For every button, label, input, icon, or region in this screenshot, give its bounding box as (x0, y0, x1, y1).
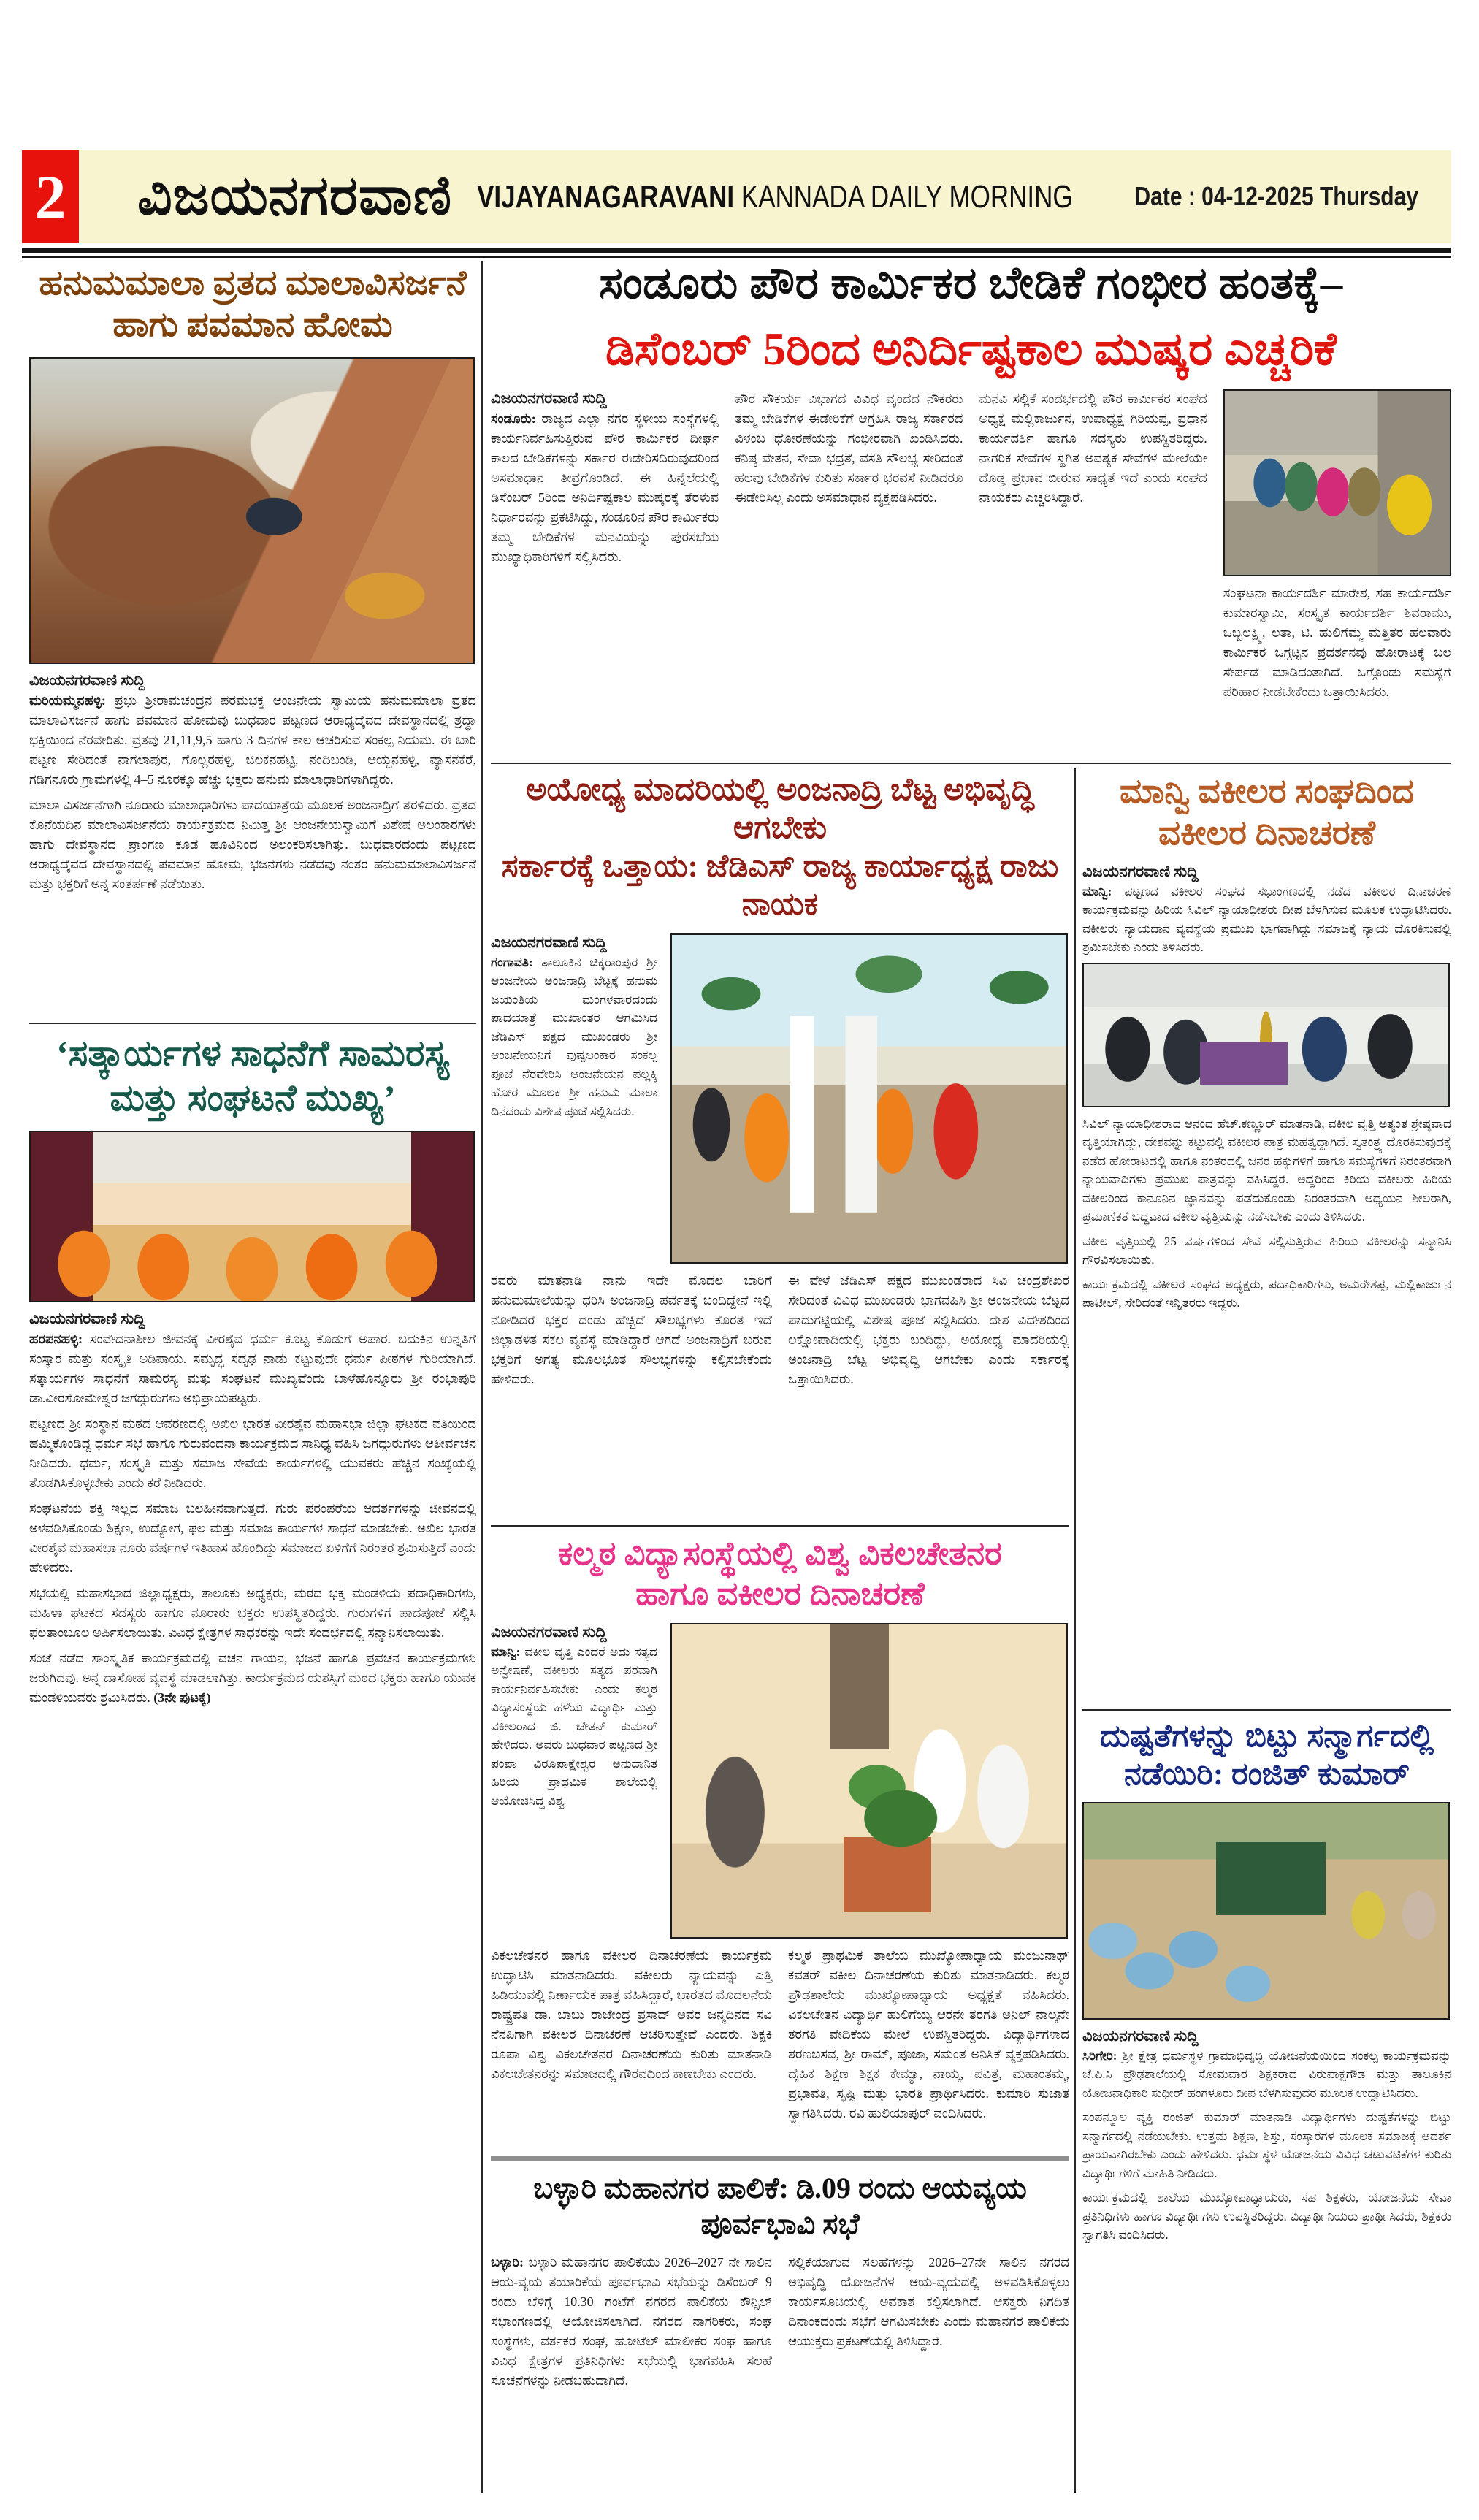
dateline: ಸಂಡೂರು: (491, 411, 536, 427)
manvi-paragraph: ಸಿವಿಲ್ ನ್ಯಾಯಾಧೀಶರಾದ ಆನಂದ ಹೆಚ್.ಕಣ್ಣೂರ್ ಮಾತನಾಡಿ, ವಕೀಲ ವೃತ್ತಿ ಅತ್ಯಂತ ಶ್ರೇಷ್ಠವಾದ ವೃತ್ತಿಯಾಗಿದ್ದು, ದೇಶವನ್ನು ಕಟ್ಟುವಲ್ಲಿ ವಕೀಲರ ಪಾತ್ರ ಮಹತ್ವದ್ದಾಗಿದೆ. ಸ್ವತಂತ್ರ್ಯ ದೊರಕಿಸುವುದಕ್ಕೆ ನಡೆದ ಹೋರಾಟದಲ್ಲಿ ಹಾಗೂ ನಂತರದಲ್ಲಿ ಜನರ ಹಕ್ಕುಗಳಿಗೆ ಹಾಗೂ ಸಮಸ್ಯೆಗಳಿಗೆ ನಿರಂತರವಾಗಿ ನ್ಯಾಯವಾದಿಗಳು ಪ್ರಮುಖ ಪಾತ್ರವನ್ನು ವಹಿಸಿದ್ದರೆ. ಅದ್ದರಿಂದ ಕಿರಿಯ ವಕೀಲರು ಹಿರಿಯ ವಕೀಲರಿಂದ ಕಾನೂನಿನ ಜ್ಞಾನವನ್ನು ಪಡೆದುಕೊಂಡು ನಿರಂತರವಾಗಿ ಅಧ್ಯಯನ ಶೀಲರಾಗಿ, ಪ್ರಮಾಣಿಕತೆ ಬದ್ಧವಾದ ವಕೀಲ ವೃತ್ತಿಯನ್ನು ನಡೆಸಬೇಕು ಎಂದು ತಿಳಿಸಿದರು. (1082, 1116, 1451, 1224)
sandur-paragraph: ಮನವಿ ಸಲ್ಲಿಕೆ ಸಂದರ್ಭದಲ್ಲಿ ಪೌರ ಕಾರ್ಮಿಕರ ಸಂಘದ ಅಧ್ಯಕ್ಷ ಮಲ್ಲಿಕಾರ್ಜುನ, ಉಪಾಧ್ಯಕ್ಷ ಗಿರಿಯಪ್ಪ, ಪ್ರಧಾನ ಕಾರ್ಯದರ್ಶಿ ಹಾಗೂ ಸದಸ್ಯರು ಉಪಸ್ಥಿತರಿದ್ದರು. ನಾಗರಿಕ ಸೇವೆಗಳ ಸ್ಥಗಿತ ಅವಶ್ಯಕ ಸೇವೆಗಳ ಮೇಲೆಯೇ ದೊಡ್ಡ ಪ್ರಭಾವ ಬೀರುವ ಸಾಧ್ಯತೆ ಇದೆ ಎಂದು ಸಂಘದ ನಾಯಕರು ಎಚ್ಚರಿಸಿದ್ದಾರೆ. (979, 392, 1207, 505)
jds-paragraph: ಈ ವೇಳೆ ಜೆಡಿಎಸ್ ಪಕ್ಷದ ಮುಖಂಡರಾದ ಸಿವಿ ಚಂದ್ರಶೇಖರ ಸೇರಿದಂತೆ ವಿವಿಧ ಮುಖಂಡರು ಭಾಗವಹಿಸಿ ಶ್ರೀ ಆಂಜನೇಯ ಬೆಟ್ಟದ ಪಾದುಗಟ್ಟಿಯಲ್ಲಿ ವಿಶೇಷ ಪೂಜೆ ಸಲ್ಲಿಸಿದರು. ದೇಶ ವಿದೇಶದಿಂದ ಲಕ್ಷೋಪಾದಿಯಲ್ಲಿ ಭಕ್ತರು ಬಂದಿದ್ದು, ಅಯೋಧ್ಯ ಮಾದರಿಯಲ್ಲಿ ಅಂಜನಾದ್ರಿ ಬೆಟ್ಟ ಅಭಿವೃದ್ಧಿ ಆಗಬೇಕು ಎಂದು ಸರ್ಕಾರಕ್ಕೆ ಒತ್ತಾಯಿಸಿದರು. (788, 1272, 1069, 1386)
hanumamala-paragraph: ಪ್ರಭು ಶ್ರೀರಾಮಚಂದ್ರನ ಪರಮಭಕ್ತ ಆಂಜನೇಯ ಸ್ವಾಮಿಯ ಹನುಮಮಾಲಾ ವ್ರತದ ಮಾಲಾವಿಸರ್ಜನೆ ಹಾಗು ಪವಮಾನ ಹೋಮವು ಬುಧವಾರ ಪಟ್ಟಣದ ಆರಾಧ್ಯದೈವದ ದೇವಸ್ಥಾನದಲ್ಲಿ ಶ್ರದ್ಧಾ ಭಕ್ತಿಯಿಂದ ನೆರವೇರಿತು. ವ್ರತವು 21,11,9,5 ಹಾಗು 3 ದಿನಗಳ ಕಾಲ ಆಚರಿಸುವ ಸಂಕಲ್ಪ ನಿಯಮ. ಈ ಬಾರಿ ಪಟ್ಟಣ ಸೇರಿದಂತೆ ನಾಗಲಾಪುರ, ಗೊಲ್ಲರಹಳ್ಳಿ, ಚಿಲಕನಹಟ್ಟಿ, ನಂದಿಬಂಡಿ, ಆಯ್ದನಹಳ್ಳಿ, ವ್ಯಾಸನಕೆರೆ, ಗಡಿಗನೂರು ಗ್ರಾಮಗಳಲ್ಲಿ 4–5 ನೂರಕ್ಕೂ ಹೆಚ್ಚು ಭಕ್ತರು ಹನುಮ ಮಾಲಾಧಾರಿಗಳಾಗಿದ್ದರು. (29, 692, 476, 787)
jds-side-column (491, 933, 657, 1264)
article-sandur (491, 257, 1451, 708)
article-jds (491, 771, 1069, 1395)
masthead-band (79, 150, 1451, 243)
photo-sapling-watering (670, 1623, 1068, 1939)
byline: ವಿಜಯನಗರವಾಣಿ ಸುದ್ದಿ (491, 389, 607, 408)
sandur-column-1 (491, 389, 719, 708)
jds-headline: ಅಯೋಧ್ಯ ಮಾದರಿಯಲ್ಲಿ ಅಂಜನಾದ್ರಿ ಬೆಟ್ಟ ಅಭಿವೃದ್ಧಿ ಆಗಬೇಕು (526, 773, 1034, 846)
ranjith-headline: ದುಷ್ಟತೆಗಳನ್ನು ಬಿಟ್ಟು ಸನ್ಮಾರ್ಗದಲ್ಲಿ (1099, 1719, 1434, 1754)
dateline: ಗಂಗಾವತಿ: (491, 955, 533, 969)
column-rule-left (481, 261, 483, 2493)
dateline: ಬಳ್ಳಾರಿ: (491, 2254, 524, 2269)
kalmatha-headline-2: ಹಾಗೂ ವಕೀಲರ ದಿನಾಚರಣೆ (635, 1575, 925, 1612)
sandur-column-4 (1223, 389, 1451, 708)
article-manvi (1082, 771, 1451, 1318)
ranjith-paragraph: ಕಾರ್ಯಕ್ರಮದಲ್ಲಿ ಶಾಲೆಯ ಮುಖ್ಯೋಪಾಧ್ಯಾಯರು, ಸಹ ಶಿಕ್ಷಕರು, ಯೋಜನೆಯ ಸೇವಾ ಪ್ರತಿನಿಧಿಗಳು ಹಾಗೂ ವಿದ್ಯಾರ್ಥಿಗಳು ಉಪಸ್ಥಿತರಿದ್ದರು. ವಿದ್ಯಾರ್ಥಿನಿಯರು ಪ್ರಾರ್ಥಿಸಿದರು, ಶಿಕ್ಷಕರು ಸ್ವಾಗತಿಸಿ ವಂದಿಸಿದರು. (1082, 2191, 1451, 2242)
sandur-column-3 (979, 389, 1207, 708)
satkarya-paragraph: ಸಂಜೆ ನಡೆದ ಸಾಂಸ್ಕೃತಿಕ ಕಾರ್ಯಕ್ರಮದಲ್ಲಿ ವಚನ ಗಾಯನ, ಭಜನೆ ಹಾಗೂ ಪ್ರವಚನ ಕಾರ್ಯಕ್ರಮಗಳು ಜರುಗಿದವು. ಅನ್ನ ದಾಸೋಹ ವ್ಯವಸ್ಥೆ ಮಾಡಲಾಗಿತ್ತು. ಕಾರ್ಯಕ್ರಮದ ಯಶಸ್ಸಿಗೆ ಮಠದ ಭಕ್ತರು ಹಾಗೂ ಯುವಕ ಮಂಡಳಿಯವರು ಶ್ರಮಿಸಿದರು. (29, 1651, 476, 1705)
ballari-headline: ಬಳ್ಳಾರಿ ಮಹಾನಗರ ಪಾಲಿಕೆ: ಡಿ.09 ರಂದು ಆಯವ್ಯಯ ಪೂರ್ವಭಾವಿ ಸಭೆ (533, 2172, 1027, 2240)
page-jump-note: (3ನೇ ಪುಟಕ್ಕೆ) (153, 1690, 211, 1705)
manvi-paragraph: ಕಾರ್ಯಕ್ರಮದಲ್ಲಿ ವಕೀಲರ ಸಂಘದ ಅಧ್ಯಕ್ಷರು, ಪದಾಧಿಕಾರಿಗಳು, ಅಮರೇಶಪ್ಪ, ಮಲ್ಲಿಕಾರ್ಜುನ ಪಾಟೀಲ್, ಸೇರಿದಂತೆ ಇನ್ನಿತರರು ಇದ್ದರು. (1082, 1277, 1451, 1310)
ranjith-paragraph: ಸಂಪನ್ಮೂಲ ವ್ಯಕ್ತಿ ರಂಜಿತ್ ಕುಮಾರ್ ಮಾತನಾಡಿ ವಿದ್ಯಾರ್ಥಿಗಳು ದುಷ್ಟತೆಗಳನ್ನು ಬಿಟ್ಟು ಸನ್ಮಾರ್ಗದಲ್ಲಿ ನಡೆಯಬೇಕು. ಉತ್ತಮ ಶಿಕ್ಷಣ, ಶಿಸ್ತು, ಸಂಸ್ಕಾರಗಳ ಮೂಲಕ ಸಮಾಜಕ್ಕೆ ಆದರ್ಶ ಪ್ರಾಯವಾಗಿರಬೇಕು ಎಂದು ಹೇಳಿದರು. ಧರ್ಮಸ್ಥಳ ಯೋಜನೆಯ ವಿವಿಧ ಚಟುವಟಿಕೆಗಳ ಕುರಿತು ವಿದ್ಯಾರ್ಥಿಗಳಿಗೆ ಮಾಹಿತಿ ನೀಡಿದರು. (1082, 2110, 1451, 2180)
dateline: ಮಾನ್ವಿ: (491, 1644, 521, 1659)
sandur-headline-red: ಡಿಸೆಂಬರ್ 5ರಿಂದ ಅನಿರ್ದಿಷ್ಟಕಾಲ ಮುಷ್ಕರ ಎಚ್ಚರಿಕೆ (605, 324, 1337, 375)
jds-headline-2: ಸರ್ಕಾರಕ್ಕೆ ಒತ್ತಾಯ: ಜೆಡಿಎಸ್ ರಾಜ್ಯ ಕಾರ್ಯಾಧ್ಯಕ್ಷ ರಾಜು ನಾಯಕ (501, 849, 1059, 923)
article-satkarya (29, 1031, 476, 1714)
byline: ವಿಜಯನಗರವಾಣಿ ಸುದ್ದಿ (491, 933, 607, 951)
divider-above-ballari (491, 2156, 1069, 2161)
hanumamala-headline: ಹನುಮಮಾಲಾ ವ್ರತದ ಮಾಲಾವಿಸರ್ಜನೆ ಹಾಗು ಪವಮಾನ ಹೋಮ (39, 264, 467, 345)
photo-homa-ritual (29, 357, 475, 664)
photo-seers-stage (29, 1131, 475, 1302)
ranjith-paragraph: ಶ್ರೀ ಕ್ಷೇತ್ರ ಧರ್ಮಸ್ಥಳ ಗ್ರಾಮಾಭಿವೃದ್ಧಿ ಯೋಜನೆಯಯಿಂದ ಸಂಕಲ್ಪ ಕಾರ್ಯಕ್ರಮವನ್ನು ಜೆ.ಪಿ.ಸಿ ಪ್ರೌಢಶಾಲೆಯಲ್ಲಿ ಸೋಮವಾರ ಶಿಕ್ಷಕರಾದ ವಿರುಪಾಕ್ಷಗೌಡ ಮತ್ತು ತಾಲೂಕಿನ ಯೋಜನಾಧಿಕಾರಿ ಸುಧೀರ್ ಹಂಗಳೂರು ದೀಪ ಬೆಳಗಿಸುವುದರ ಮೂಲಕ ಉದ್ಘಾಟಿಸಿದರು. (1082, 2048, 1452, 2100)
divider-under-sandur (491, 763, 1451, 764)
satkarya-paragraph: ಸಂಘಟನೆಯ ಶಕ್ತಿ ಇಲ್ಲದ ಸಮಾಜ ಬಲಹೀನವಾಗುತ್ತದೆ. ಗುರು ಪರಂಪರೆಯ ಆದರ್ಶಗಳನ್ನು ಜೀವನದಲ್ಲಿ ಅಳವಡಿಸಿಕೊಂಡು ಶಿಕ್ಷಣ, ಉದ್ಯೋಗ, ಫಲ ಮತ್ತು ಸಮಾಜ ಕಾರ್ಯಗಳ ಸಾಧನೆ ಮಾಡಬೇಕು. ಅಖಿಲ ಭಾರತ ವೀರಶೈವ ಮಹಾಸಭಾ ನೂರು ವರ್ಷಗಳ ಇತಿಹಾಸ ಹೊಂದಿದ್ದು ಸಮಾಜದ ಏಳಿಗೆಗೆ ನಿರಂತರ ಶ್ರಮಿಸುತ್ತಿದೆ ಎಂದು ಹೇಳಿದರು. (29, 1501, 476, 1575)
kalmatha-side-column (491, 1623, 657, 1939)
column-rule-right (1074, 768, 1076, 2493)
dateline: ಹರಪನಹಳ್ಳಿ: (29, 1332, 83, 1346)
divider-right-column (1082, 1709, 1451, 1711)
manvi-headline-2: ವಕೀಲರ ದಿನಾಚರಣೆ (1158, 814, 1376, 853)
sandur-column-2 (735, 389, 963, 708)
hanumamala-paragraph: ಮಾಲಾ ವಿಸರ್ಜನೆಗಾಗಿ ನೂರಾರು ಮಾಲಾಧಾರಿಗಳು ಪಾದಯಾತ್ರೆಯ ಮೂಲಕ ಅಂಜನಾದ್ರಿಗೆ ತೆರಳಿದರು. ವ್ರತದ ಕೊನೆಯದಿನ ಮಾಲಾವಿಸರ್ಜನೆಯ ಕಾರ್ಯಕ್ರಮದ ನಿಮಿತ್ತ ಶ್ರೀ ಆಂಜನೇಯಸ್ವಾಮಿಗೆ ವಿಶೇಷ ಅಲಂಕಾರಗಳು ಹಾಗು ದೇವಸ್ಥಾನದ ಪ್ರಾಂಗಣ ಕೂಡ ಹೂವಿನಿಂದ ಅಲಂಕರಿಸಲಾಗಿತ್ತು. ಬುಧವಾರದಂದು ಪಟ್ಟಣದ ಆರಾಧ್ಯದೈವದ ದೇವಸ್ಥಾನದಲ್ಲಿ ಪವಮಾನ ಹೋಮ, ಭಜನೆಗಳು ನಡೆದವು ನಂತರ ಹನುಮಮಾಲಾವಿಸರ್ಜನೆ ಮತ್ತು ಭಕ್ತರಿಗೆ ಅನ್ನ ಸಂತರ್ಪಣೆ ನಡೆಯಿತು. (29, 797, 476, 891)
photo-jds-padayatra (670, 933, 1068, 1264)
byline: ವಿಜಯನಗರವಾಣಿ ಸುದ್ದಿ (29, 1310, 145, 1327)
divider-left-column (29, 1023, 476, 1024)
satkarya-paragraph: ಪಟ್ಟಣದ ಶ್ರೀ ಸಂಸ್ಥಾನ ಮಠದ ಆವರಣದಲ್ಲಿ ಅಖಿಲ ಭಾರತ ವೀರಶೈವ ಮಹಾಸಭಾ ಜಿಲ್ಲಾ ಘಟಕದ ವತಿಯಿಂದ ಹಮ್ಮಿಕೊಂಡಿದ್ದ ಧರ್ಮ ಸಭೆ ಹಾಗೂ ಗುರುವಂದನಾ ಕಾರ್ಯಕ್ರಮದ ಸಾನಿಧ್ಯ ವಹಿಸಿ ಜಗದ್ಗುರುಗಳು ಆಶೀರ್ವಚನ ನೀಡಿದರು. ಧರ್ಮ, ಸಂಸ್ಕೃತಿ ಮತ್ತು ಸಮಾಜ ಸೇವೆಯ ಕಾರ್ಯಗಳಲ್ಲಿ ಯುವಕರು ಹೆಚ್ಚಿನ ಸಂಖ್ಯೆಯಲ್ಲಿ ತೊಡಗಿಸಿಕೊಳ್ಳಬೇಕು ಎಂದು ಕರೆ ನೀಡಿದರು. (29, 1416, 476, 1490)
byline: ವಿಜಯನಗರವಾಣಿ ಸುದ್ದಿ (1082, 862, 1199, 880)
ranjith-headline-2: ನಡೆಯಿರಿ: ರಂಜಿತ್ ಕುಮಾರ್ (1124, 1757, 1410, 1792)
manvi-headline: ಮಾನ್ವಿ ವಕೀಲರ ಸಂಘದಿಂದ (1120, 773, 1414, 811)
article-hanumamala (29, 263, 476, 900)
satkarya-paragraph: ಸಭೆಯಲ್ಲಿ ಮಹಾಸಭಾದ ಜಿಲ್ಲಾಧ್ಯಕ್ಷರು, ತಾಲೂಕು ಅಧ್ಯಕ್ಷರು, ಮಠದ ಭಕ್ತ ಮಂಡಳಿಯ ಪದಾಧಿಕಾರಿಗಳು, ಮಹಿಳಾ ಘಟಕದ ಸದಸ್ಯರು ಹಾಗೂ ನೂರಾರು ಭಕ್ತರು ಉಪಸ್ಥಿತರಿದ್ದರು. ಗುರುಗಳಿಗೆ ಪಾದಪೂಜೆ ಸಲ್ಲಿಸಿ ಫಲತಾಂಬೂಲ ಅರ್ಪಿಸಲಾಯಿತು. ವಿವಿಧ ಕ್ಷೇತ್ರಗಳ ಸಾಧಕರನ್ನು ಇದೇ ಸಂದರ್ಭದಲ್ಲಿ ಸನ್ಮಾನಿಸಲಾಯಿತು. (29, 1586, 476, 1640)
masthead-tagline: KANNADA DAILY MORNING (741, 178, 1073, 215)
photo-workers-memorandum (1223, 389, 1451, 576)
sandur-paragraph: ಸಂಘಟನಾ ಕಾರ್ಯದರ್ಶಿ ಮಾರೇಶ, ಸಹ ಕಾರ್ಯದರ್ಶಿ ಕುಮಾರಸ್ವಾಮಿ, ಸಂಸ್ಕೃತ ಕಾರ್ಯದರ್ಶಿ ಶಿವರಾಮು, ಒಬ್ಬಲಕ್ಷ್ಮಿ, ಲತಾ, ಟಿ. ಹುಲಿಗೆಮ್ಮ ಮತ್ತಿತರ ಹಲವಾರು ಕಾರ್ಮಿಕರ ಒಗ್ಗಟ್ಟಿನ ಪ್ರದರ್ಶನವು ಹೋರಾಟಕ್ಕೆ ಬಲ ಸೇರ್ಪಡೆ ಮಾಡಿದಂತಾಗಿದೆ. ಒಗ್ಗೊಂಡು ಸಮಸ್ಯೆಗೆ ಪರಿಹಾರ ನೀಡಬೇಕೆಂದು ಒತ್ತಾಯಿಸಿದರು. (1223, 586, 1451, 700)
photo-lamp-lighting (1082, 963, 1450, 1107)
kalmatha-paragraph: ಕಲ್ಮಠ ಪ್ರಾಥಮಿಕ ಶಾಲೆಯ ಮುಖ್ಯೋಪಾಧ್ಯಾಯ ಮಂಜುನಾಥ್ ಕವತರ್ ವಕೀಲ ದಿನಾಚರಣೆಯ ಕುರಿತು ಮಾತನಾಡಿದರು. ಕಲ್ಮಠ ಪ್ರೌಢಶಾಲೆಯ ಮುಖ್ಯೋಪಾಧ್ಯಾಯ ಅಧ್ಯಕ್ಷತೆ ವಹಿಸಿದರು. ವಿಕಲಚೇತನ ವಿದ್ಯಾರ್ಥಿ ಹುಲಿಗೆಯ್ಯ ಆರನೇ ತರಗತಿ ಅನಿಲ್ ನಾಲ್ಕನೇ ತರಗತಿ ವೇದಿಕೆಯ ಮೇಲೆ ಉಪಸ್ಥಿತರಿದ್ದರು. ವಿದ್ಯಾರ್ಥಿಗಳಾದ ಶರಣಬಸವ, ಶ್ರೀ ರಾಮ್, ಪೂಜಾ, ಸಮಂತ ಅನಿಸಿಕೆ ವ್ಯಕ್ತಪಡಿಸಿದರು. ದೈಹಿಕ ಶಿಕ್ಷಣ ಶಿಕ್ಷಕ ಕೇಮ್ಯಾ, ನಾಯ್ಕ, ಪವಿತ್ರ, ಮಹಾಂತಮ್ಮ, ಪ್ರಭಾವತಿ, ಸೃಷ್ಟಿ ಮತ್ತು ಭಾರತಿ ಪ್ರಾರ್ಥಿಸಿದರು. ಕುಮಾರಿ ಸುಜಾತ ಸ್ವಾಗತಿಸಿದರು. ರವಿ ಹುಲಿಯಾಪುರ್ ವಂದಿಸಿದರು. (788, 1947, 1069, 2120)
masthead-title-english-bold: VIJAYANAGARAVANI (477, 178, 735, 215)
article-ballari (491, 2171, 1069, 2397)
jds-paragraph: ತಾಲೂಕಿನ ಚಿಕ್ಕರಾಂಪುರ ಶ್ರೀ ಆಂಜನೇಯ ಅಂಜನಾದ್ರಿ ಬೆಟ್ಟಕ್ಕೆ ಹನುಮ ಜಯಂತಿಯ ಮಂಗಳವಾರದಂದು ಪಾದಯಾತ್ರೆ ಮುಖಾಂತರ ಆಗಮಿಸಿದ ಜೆಡಿಎಸ್ ಪಕ್ಷದ ಮುಖಂಡರು ಶ್ರೀ ಆಂಜನೇಯನಿಗೆ ಪುಷ್ಪಲಂಕಾರ ಸಂಕಲ್ಪ ಪೂಜೆ ನೆರವೇರಿಸಿ ಆಂಜನೇಯನ ಪಲ್ಲಕ್ಕಿ ಹೋರ ಮೂಲಕ ಶ್ರೀ ಹನುಮ ಮಾಲಾ ದಿನದಂದು ವಿಶೇಷ ಪೂಜೆ ಸಲ್ಲಿಸಿದರು. (491, 955, 657, 1118)
ballari-paragraph: ಬಳ್ಳಾರಿ ಮಹಾನಗರ ಪಾಲಿಕೆಯು 2026–2027 ನೇ ಸಾಲಿನ ಆಯ-ವ್ಯಯ ತಯಾರಿಕೆಯ ಪೂರ್ವಭಾವಿ ಸಭೆಯನ್ನು ಡಿಸೆಂಬರ್ 9 ರಂದು ಬೆಳಿಗ್ಗೆ 10.30 ಗಂಟೆಗೆ ನಗರದ ಪಾಲಿಕೆಯ ಕೌನ್ಸಿಲ್ ಸಭಾಂಗಣದಲ್ಲಿ ಆಯೋಜಿಸಲಾಗಿದೆ. ನಗರದ ನಾಗರಿಕರು, ಸಂಘ ಸಂಸ್ಥೆಗಳು, ವರ್ತಕರ ಸಂಘ, ಹೋಟೆಲ್ ಮಾಲೀಕರ ಸಂಘ ಹಾಗೂ ವಿವಿಧ ಕ್ಷೇತ್ರಗಳ ಪ್ರತಿನಿಧಿಗಳು ಸಭೆಯಲ್ಲಿ ಭಾಗವಹಿಸಿ ಸಲಹೆ ಸೂಚನೆಗಳನ್ನು ನೀಡಬಹುದಾಗಿದೆ. (491, 2254, 772, 2388)
kalmatha-paragraph: ವಕೀಲ ವೃತ್ತಿ ಎಂದರೆ ಅದು ಸತ್ಯದ ಅನ್ವೇಷಣೆ, ವಕೀಲರು ಸತ್ಯದ ಪರವಾಗಿ ಕಾರ್ಯನಿರ್ವಹಿಸಬೇಕು ಎಂದು ಕಲ್ಮಠ ವಿದ್ಯಾಸಂಸ್ಥೆಯ ಹಳೆಯ ವಿದ್ಯಾರ್ಥಿ ಮತ್ತು ವಕೀಲರಾದ ಜಿ. ಚೇತನ್ ಕುಮಾರ್ ಹೇಳಿದರು. ಅವರು ಬುಧವಾರ ಪಟ್ಟಣದ ಶ್ರೀ ಪಂಪಾ ವಿರೂಪಾಕ್ಷೇಶ್ವರ ಅನುದಾನಿತ ಹಿರಿಯ ಪ್ರಾಥಮಿಕ ಶಾಲೆಯಲ್ಲಿ ಆಯೋಜಿಸಿದ್ದ ವಿಶ್ವ (491, 1644, 657, 1808)
manvi-paragraph: ವಕೀಲ ವೃತ್ತಿಯಲ್ಲಿ 25 ವರ್ಷಗಳಿಂದ ಸೇವೆ ಸಲ್ಲಿಸುತ್ತಿರುವ ಹಿರಿಯ ವಕೀಲರನ್ನು ಸನ್ಮಾನಿಸಿ ಗೌರವಿಸಲಾಯಿತು. (1082, 1234, 1451, 1267)
article-kalmatha (491, 1534, 1069, 2129)
article-ranjith (1082, 1718, 1451, 2250)
photo-school-gathering (1082, 1802, 1450, 2020)
manvi-paragraph: ಪಟ್ಟಣದ ವಕೀಲರ ಸಂಘದ ಸಭಾಂಗಣದಲ್ಲಿ ನಡೆದ ವಕೀಲರ ದಿನಾಚರಣೆ ಕಾರ್ಯಕ್ರಮವನ್ನು ಹಿರಿಯ ಸಿವಿಲ್ ನ್ಯಾಯಾಧೀಶರು ದೀಪ ಬೆಳಗಿಸುವ ಮೂಲಕ ಉದ್ಘಾಟಿಸಿದರು. ವಕೀಲರು ನ್ಯಾಯದಾನ ವ್ಯವಸ್ಥೆಯ ಪ್ರಮುಖ ಭಾಗವಾಗಿದ್ದು ಸಮಾಜಕ್ಕೆ ನ್ಯಾಯ ದೊರಕಿಸುವಲ್ಲಿ ಶ್ರಮಿಸಬೇಕು ಎಂದು ತಿಳಿಸಿದರು. (1082, 884, 1451, 955)
kalmatha-headline: ಕಲ್ಮಠ ವಿದ್ಯಾಸಂಸ್ಥೆಯಲ್ಲಿ ವಿಶ್ವ ವಿಕಲಚೇತನರ (558, 1535, 1002, 1572)
byline: ವಿಜಯನಗರವಾಣಿ ಸುದ್ದಿ (1082, 2026, 1199, 2044)
kalmatha-paragraph: ವಿಕಲಚೇತನರ ಹಾಗೂ ವಕೀಲರ ದಿನಾಚರಣೆಯ ಕಾರ್ಯಕ್ರಮ ಉದ್ಘಾಟಿಸಿ ಮಾತನಾಡಿದರು. ವಕೀಲರು ನ್ಯಾಯವನ್ನು ಎತ್ತಿ ಹಿಡಿಯುವಲ್ಲಿ ನಿರ್ಣಾಯಕ ಪಾತ್ರ ವಹಿಸಿದ್ದಾರೆ, ಭಾರತದ ಮೊದಲನೆಯ ರಾಷ್ಟ್ರಪತಿ ಡಾ. ಬಾಬು ರಾಜೇಂದ್ರ ಪ್ರಸಾದ್ ಅವರ ಜನ್ಮದಿನದ ಸವಿ ನೆನಪಿಗಾಗಿ ವಕೀಲರ ದಿನಾಚರಣೆ ಆಚರಿಸುತ್ತೇವೆ ಎಂದರು. ಶಿಕ್ಷಕಿ ರೂಪಾ ವಿಶ್ವ ವಿಕಲಚೇತನರ ದಿನಾಚರಣೆಯ ಕುರಿತು ಮಾತನಾಡಿ ವಿಕಲಚೇತನರನ್ನು ಸಮಾಜದಲ್ಲಿ ಗೌರವದಿಂದ ಕಾಣಬೇಕು ಎಂದರು. (491, 1947, 772, 2081)
dateline: ಮರಿಯಮ್ಮನಹಳ್ಳಿ: (29, 692, 106, 708)
masthead-date: Date : 04-12-2025 Thursday (1134, 182, 1418, 211)
byline: ವಿಜಯನಗರವಾಣಿ ಸುದ್ದಿ (29, 671, 145, 689)
masthead-title-kannada: ವಿಜಯನಗರವಾಣಿ (137, 167, 453, 226)
satkarya-headline: ‘ಸತ್ಕಾರ್ಯಗಳ ಸಾಧನೆಗೆ ಸಾಮರಸ್ಯ ಮತ್ತು ಸಂಘಟನೆ ಮುಖ್ಯ’ (56, 1033, 449, 1118)
sandur-headline-black: ಸಂಡೂರು ಪೌರ ಕಾರ್ಮಿಕರ ಬೇಡಿಕೆ ಗಂಭೀರ ಹಂತಕ್ಕೆ– (599, 259, 1343, 308)
masthead-title-english (477, 179, 1073, 215)
satkarya-paragraph: ಸಂವೇದನಾಶೀಲ ಜೀವನಕ್ಕೆ ವೀರಶೈವ ಧರ್ಮ ಕೊಟ್ಟ ಕೊಡುಗೆ ಅಪಾರ. ಬದುಕಿನ ಉನ್ನತಿಗೆ ಸಂಸ್ಕಾರ ಮತ್ತು ಸಂಸ್ಕೃತಿ ಅಡಿಪಾಯ. ಸಮೃದ್ಧ ಸದೃಢ ನಾಡು ಕಟ್ಟುವುದೇ ಧರ್ಮ ಪೀಠಗಳ ಗುರಿಯಾಗಿದೆ. ಸತ್ಕಾರ್ಯಗಳ ಸಾಧನೆಗೆ ಸಾಮರಸ್ಯ ಮತ್ತು ಸಂಘಟನೆ ಮುಖ್ಯವೆಂದು ಬಾಳೆಹೊನ್ನೂರು ಶ್ರೀ ರಂಭಾಪುರಿ ಡಾ.ವೀರಸೋಮೇಶ್ವರ ಜಗದ್ಗುರುಗಳು ಅಭಿಪ್ರಾಯಪಟ್ಟರು. (29, 1332, 476, 1405)
sandur-paragraph: ರಾಜ್ಯದ ಎಲ್ಲಾ ನಗರ ಸ್ಥಳೀಯ ಸಂಸ್ಥೆಗಳಲ್ಲಿ ಕಾರ್ಯನಿರ್ವಹಿಸುತ್ತಿರುವ ಪೌರ ಕಾರ್ಮಿಕರ ದೀರ್ಘ ಕಾಲದ ಬೇಡಿಕೆಗಳನ್ನು ಸರ್ಕಾರ ಈಡೇರಿಸದಿರುವುದರಿಂದ ಅಸಮಾಧಾನ ತೀವ್ರಗೊಂಡಿದೆ. ಈ ಹಿನ್ನೆಲೆಯಲ್ಲಿ ಡಿಸೆಂಬರ್ 5ರಿಂದ ಅನಿರ್ದಿಷ್ಟಕಾಲ ಮುಷ್ಕರಕ್ಕೆ ತೆರಳುವ ನಿರ್ಧಾರವನ್ನು ಪ್ರಕಟಿಸಿದ್ದು, ಸಂಡೂರಿನ ಪೌರ ಕಾರ್ಮಿಕರು ತಮ್ಮ ಬೇಡಿಕೆಗಳ ಮನವಿಯನ್ನು ಪುರಸಭೆಯ ಮುಖ್ಯಾಧಿಕಾರಿಗಳಿಗೆ ಸಲ್ಲಿಸಿದರು. (491, 411, 719, 565)
ballari-paragraph: ಸಲ್ಲಿಕೆಯಾಗುವ ಸಲಹೆಗಳನ್ನು 2026–27ನೇ ಸಾಲಿನ ನಗರದ ಅಭಿವೃದ್ಧಿ ಯೋಜನೆಗಳ ಆಯ-ವ್ಯಯದಲ್ಲಿ ಅಳವಡಿಸಿಕೊಳ್ಳಲು ಕಾರ್ಯಸೂಚಿಯಲ್ಲಿ ಅವಕಾಶ ಕಲ್ಪಿಸಲಾಗಿದೆ. ಆಸಕ್ತರು ನಿಗದಿತ ದಿನಾಂಕದಂದು ಸಭೆಗೆ ಆಗಮಿಸಬೇಕು ಎಂದು ಮಹಾನಗರ ಪಾಲಿಕೆಯ ಆಯುಕ್ತರು ಪ್ರಕಟಣೆಯಲ್ಲಿ ತಿಳಿಸಿದ್ದಾರೆ. (788, 2254, 1069, 2348)
dateline: ಸಿರಿಗೇರಿ: (1082, 2048, 1117, 2063)
byline: ವಿಜಯನಗರವಾಣಿ ಸುದ್ದಿ (491, 1622, 607, 1641)
jds-paragraph: ರವರು ಮಾತನಾಡಿ ನಾನು ಇದೇ ಮೊದಲ ಬಾರಿಗೆ ಹನುಮಮಾಲೆಯನ್ನು ಧರಿಸಿ ಅಂಜನಾದ್ರಿ ಪರ್ವತಕ್ಕೆ ಬಂದಿದ್ದೇನೆ ಇಲ್ಲಿ ನೋಡಿದರೆ ಭಕ್ತರ ದಂಡು ಹೆಚ್ಚಿದೆ ಸೌಲಭ್ಯಗಳು ಕೊರತೆ ಇದೆ ಜಿಲ್ಲಾಡಳಿತ ಸಕಲ ವ್ಯವಸ್ಥೆ ಮಾಡಿದ್ದಾರೆ ಆಗದೆ ಅಂಜನಾದ್ರಿಗೆ ಬರುವ ಭಕ್ತರಿಗೆ ಅಗತ್ಯ ಮೂಲಭೂತ ಸೌಲಭ್ಯಗಳನ್ನು ಕಲ್ಪಿಸಬೇಕೆಂದು ಹೇಳಿದರು. (491, 1272, 772, 1386)
dateline: ಮಾನ್ವಿ: (1082, 884, 1112, 898)
sandur-paragraph: ಪೌರ ಸೌಕರ್ಯ ವಿಭಾಗದ ವಿವಿಧ ವೃಂದದ ನೌಕರರು ತಮ್ಮ ಬೇಡಿಕೆಗಳ ಈಡೇರಿಕೆಗೆ ಆಗ್ರಹಿಸಿ ರಾಜ್ಯ ಸರ್ಕಾರದ ವಿಳಂಬ ಧೋರಣೆಯನ್ನು ಗಂಭೀರವಾಗಿ ಖಂಡಿಸಿದರು. ಕನಿಷ್ಠ ವೇತನ, ಸೇವಾ ಭದ್ರತೆ, ವಸತಿ ಸೌಲಭ್ಯ ಸೇರಿದಂತೆ ಹಲವು ಬೇಡಿಕೆಗಳ ಕುರಿತು ಸರ್ಕಾರ ಭರವಸೆ ನೀಡಿದರೂ ಈಡೇರಿಸಿಲ್ಲ ಎಂದು ಅಸಮಾಧಾನ ವ್ಯಕ್ತಪಡಿಸಿದರು. (735, 392, 963, 505)
divider-under-jds (491, 1525, 1069, 1527)
page-number-badge: 2 (22, 150, 79, 243)
